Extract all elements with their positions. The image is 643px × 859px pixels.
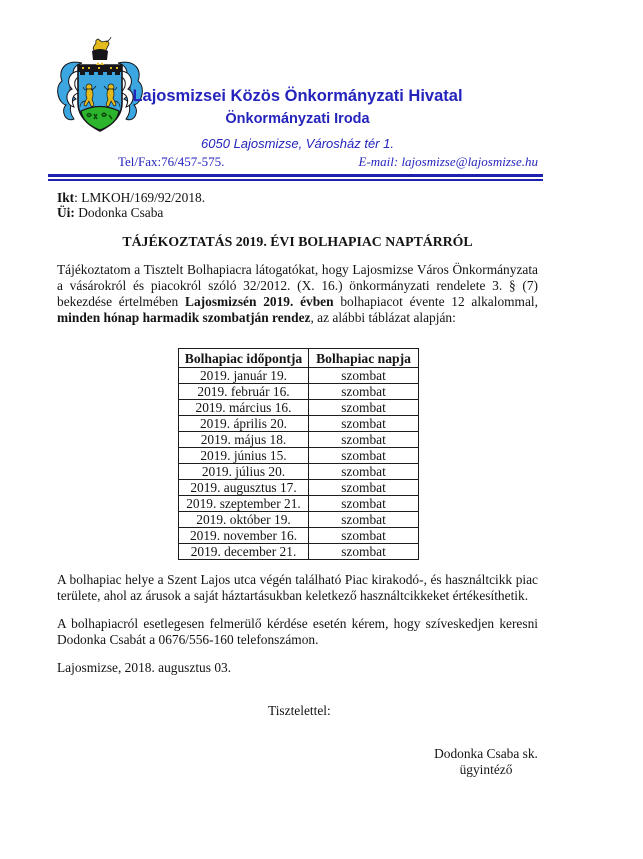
table-row: [179, 400, 419, 416]
document-title: TÁJÉKOZTATÁS 2019. ÉVI BOLHAPIAC NAPTÁRRÓL: [122, 234, 473, 249]
market-day-cell: szombat: [309, 416, 419, 432]
table-row: [179, 496, 419, 512]
market-date-cell: 2019. december 21.: [179, 544, 309, 560]
market-date-cell: 2019. október 19.: [179, 512, 309, 528]
flea-market-schedule-table: [178, 348, 419, 560]
closing-salutation: Tisztelettel:: [268, 703, 331, 718]
table-header-row: [179, 349, 419, 368]
market-day-cell: szombat: [309, 512, 419, 528]
market-day-cell: szombat: [309, 448, 419, 464]
market-date-cell: 2019. június 15.: [179, 448, 309, 464]
market-day-cell: szombat: [309, 432, 419, 448]
signer-role: ügyintéző: [459, 762, 513, 777]
office-name: Önkormányzati Iroda: [225, 111, 370, 127]
market-day-cell: szombat: [309, 400, 419, 416]
clerk-label: Üi:: [57, 205, 75, 220]
signature-block: [406, 746, 566, 778]
market-day-cell: szombat: [309, 368, 419, 384]
table-row: [179, 464, 419, 480]
contact-row: [118, 154, 538, 170]
column-header-day: Bolhapiac napja: [309, 349, 419, 368]
market-day-cell: szombat: [309, 496, 419, 512]
table-row: [179, 432, 419, 448]
table-body: [179, 368, 419, 560]
market-date-cell: 2019. március 16.: [179, 400, 309, 416]
market-date-cell: 2019. szeptember 21.: [179, 496, 309, 512]
letterhead-divider: [48, 174, 543, 181]
market-date-cell: 2019. augusztus 17.: [179, 480, 309, 496]
table-row: [179, 512, 419, 528]
date-line: Lajosmizse, 2018. augusztus 03.: [57, 660, 232, 675]
reference-number-line: [57, 190, 538, 205]
reference-label: Ikt: [57, 190, 75, 205]
location-paragraph: A bolhapiac helye a Szent Lajos utca végén található Piac kirakodó-, és használtcikk piac területe, ahol az árusok a saját háztartásukban keletkező használtcikkeket értékesíthetik.: [57, 572, 538, 603]
market-date-cell: 2019. július 20.: [179, 464, 309, 480]
org-name: Lajosmizsei Közös Önkormányzati Hivatal: [132, 87, 463, 105]
table-row: [179, 544, 419, 560]
market-date-cell: 2019. november 16.: [179, 528, 309, 544]
table-row: [179, 480, 419, 496]
signer-name: Dodonka Csaba sk.: [434, 746, 538, 761]
market-day-cell: szombat: [309, 464, 419, 480]
letter-body: [57, 190, 538, 778]
market-day-cell: szombat: [309, 528, 419, 544]
market-date-cell: 2019. április 20.: [179, 416, 309, 432]
clerk-line: [57, 205, 538, 220]
table-row: [179, 368, 419, 384]
market-date-cell: 2019. május 18.: [179, 432, 309, 448]
tel-fax: Tel/Fax:76/457-575.: [118, 154, 225, 169]
table-row: [179, 448, 419, 464]
email-address: E-mail: lajosmizse@lajosmizse.hu: [358, 154, 538, 169]
column-header-date: Bolhapiac időpontja: [179, 349, 309, 368]
market-day-cell: szombat: [309, 480, 419, 496]
market-day-cell: szombat: [309, 544, 419, 560]
market-date-cell: 2019. február 16.: [179, 384, 309, 400]
intro-paragraph: Tájékoztatom a Tisztelt Bolhapiacra látogatókat, hogy Lajosmizse Város Önkormányzata a vásárokról és piacokról szóló 32/2012. (X. 16.) önkormányzati rendelete 3. § (7) bekezdése értelmében Lajosmizsén 2019. évben bolhapiacot évente 12 alkalommal, minden hónap harmadik szombatján rendez, az alábbi táblázat alapján:: [57, 262, 538, 325]
hq-address: 6050 Lajosmizse, Városház tér 1.: [201, 136, 394, 151]
market-day-cell: szombat: [309, 384, 419, 400]
reference-value: : LMKOH/169/92/2018.: [74, 190, 206, 205]
contact-paragraph: A bolhapiacról esetlegesen felmerülő kérdése esetén kérem, hogy szíveskedjen keresni Dodonka Csabát a 0676/556-160 telefonszámon.: [57, 616, 538, 647]
table-row: [179, 416, 419, 432]
clerk-value: Dodonka Csaba: [74, 205, 164, 220]
table-row: [179, 384, 419, 400]
table-row: [179, 528, 419, 544]
market-date-cell: 2019. január 19.: [179, 368, 309, 384]
